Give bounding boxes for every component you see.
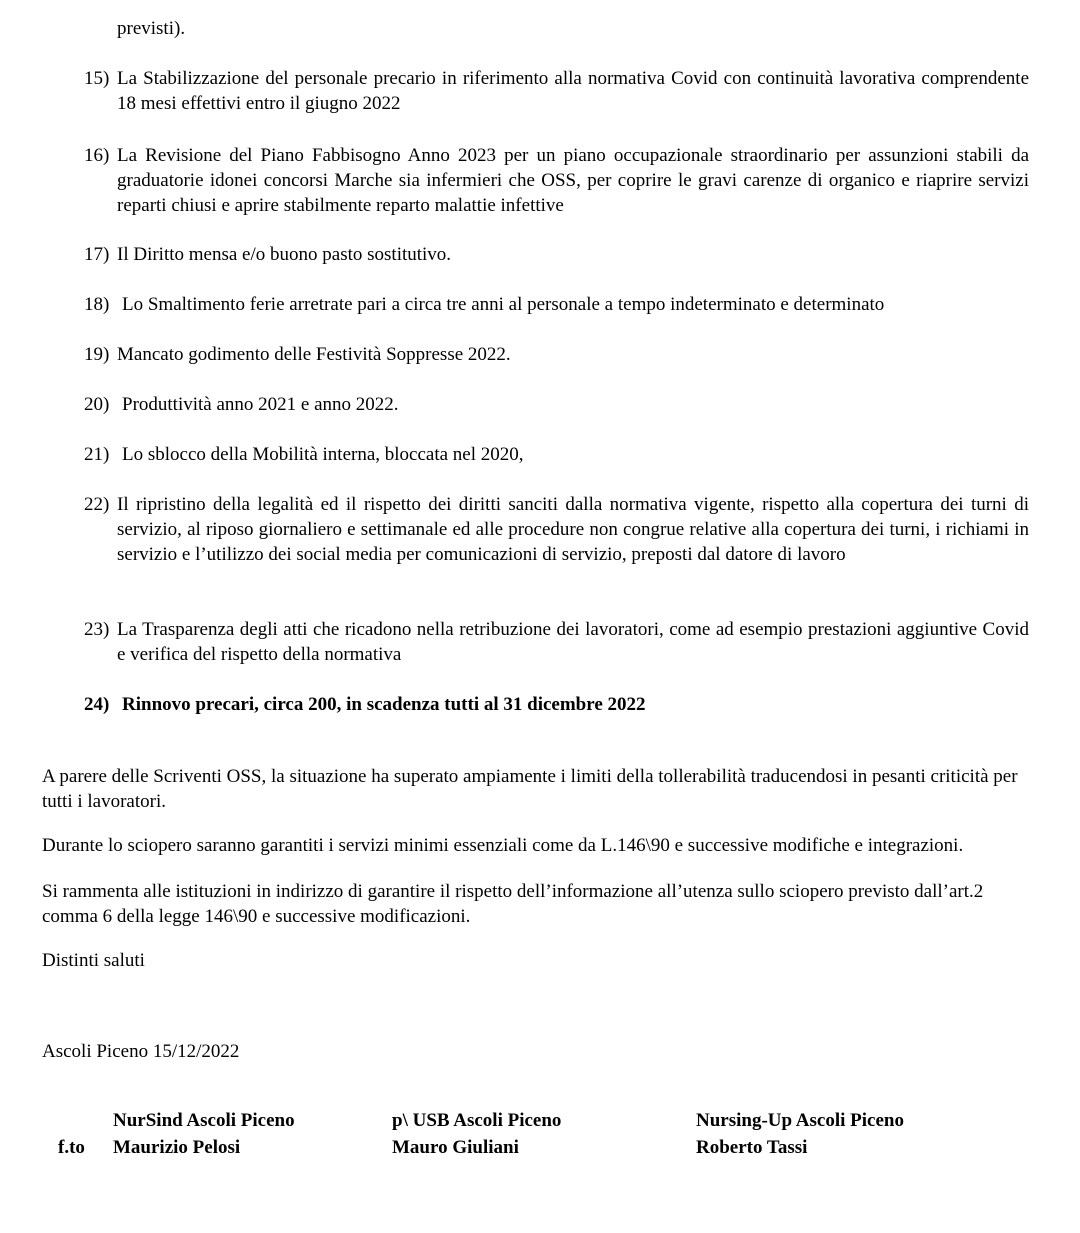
signatory-nursing-up	[696, 1108, 904, 1162]
list-item-22	[84, 492, 1029, 567]
list-item-19	[84, 342, 1029, 367]
signatory-organization: NurSind Ascoli Piceno	[113, 1110, 295, 1131]
list-item-15	[84, 66, 1029, 116]
continuation-text: previsti).	[117, 18, 186, 39]
list-item-number: 16)	[84, 145, 110, 166]
list-item-text: Produttività anno 2021 e anno 2022.	[122, 394, 399, 415]
signatory-name: Maurizio Pelosi	[113, 1137, 241, 1158]
list-item-16	[84, 143, 1029, 218]
list-item-number: 24)	[84, 694, 110, 715]
list-item-number: 18)	[84, 294, 110, 315]
place-date: Ascoli Piceno 15/12/2022	[42, 1041, 240, 1062]
paragraph-opinion: A parere delle Scriventi OSS, la situazione ha superato ampiamente i limiti della tollerabilità traducendosi in pesanti criticità per tutti i lavoratori.	[42, 766, 1018, 812]
signatory-name: Mauro Giuliani	[392, 1137, 519, 1158]
list-item-number: 23)	[84, 619, 110, 640]
paragraph-services: Durante lo sciopero saranno garantiti i servizi minimi essenziali come da L.146\90 e successive modifiche e integrazioni.	[42, 835, 964, 856]
list-item-number: 17)	[84, 244, 110, 265]
list-item-text: La Stabilizzazione del personale precario in riferimento alla normativa Covid con continuità lavorativa comprendente 18 mesi effettivi entro il giugno 2022	[117, 68, 1029, 114]
list-item-text: Lo sblocco della Mobilità interna, bloccata nel 2020,	[122, 444, 524, 465]
signatory-name: Roberto Tassi	[696, 1137, 808, 1158]
signatory-nursind	[113, 1108, 295, 1162]
list-item-21	[84, 442, 1029, 467]
list-item-number: 15)	[84, 68, 110, 89]
list-item-24	[84, 692, 1029, 717]
list-item-number: 22)	[84, 494, 110, 515]
list-item-text: Il ripristino della legalità ed il rispetto dei diritti sanciti dalla normativa vigente, rispetto alla copertura dei turni di servizio, al riposo giornaliero e settimanale ed alle procedure non congrue relative alla copertura dei turni, i richiami in servizio e l’utilizzo dei social media per comunicazioni di servizio, preposti dal datore di lavoro	[117, 494, 1029, 565]
list-item-text: La Revisione del Piano Fabbisogno Anno 2023 per un piano occupazionale straordinario per assunzioni stabili da graduatorie idonei concorsi Marche sia infermieri che OSS, per coprire le gravi carenze di organico e riaprire servizi reparti chiusi e aprire stabilmente reparto malattie infettive	[117, 145, 1029, 216]
list-item-number: 19)	[84, 344, 110, 365]
signatory-usb	[392, 1108, 561, 1162]
list-item-text: Rinnovo precari, circa 200, in scadenza tutti al 31 dicembre 2022	[122, 694, 646, 715]
signatory-organization: p\ USB Ascoli Piceno	[392, 1110, 562, 1131]
list-item-20	[84, 392, 1029, 417]
list-item-number: 20)	[84, 394, 110, 415]
list-item-text: La Trasparenza degli atti che ricadono nella retribuzione dei lavoratori, come ad esempio prestazioni aggiuntive Covid e verifica del rispetto della normativa	[117, 619, 1029, 665]
list-item-18	[84, 292, 1029, 317]
signature-prefix: f.to	[58, 1137, 85, 1158]
list-item-text: Lo Smaltimento ferie arretrate pari a circa tre anni al personale a tempo indeterminato e determinato	[122, 294, 885, 315]
paragraph-reminder: Si rammenta alle istituzioni in indirizzo di garantire il rispetto dell’informazione all’utenza sullo sciopero previsto dall’art.2 comma 6 della legge 146\90 e successive modificazioni.	[42, 881, 984, 927]
list-item-23	[84, 617, 1029, 667]
list-item-17	[84, 242, 1029, 267]
closing-greeting: Distinti saluti	[42, 950, 145, 971]
list-item-number: 21)	[84, 444, 110, 465]
list-item-text: Il Diritto mensa e/o buono pasto sostitutivo.	[117, 244, 452, 265]
signatory-organization: Nursing-Up Ascoli Piceno	[696, 1110, 904, 1131]
list-item-text: Mancato godimento delle Festività Soppresse 2022.	[117, 344, 511, 365]
